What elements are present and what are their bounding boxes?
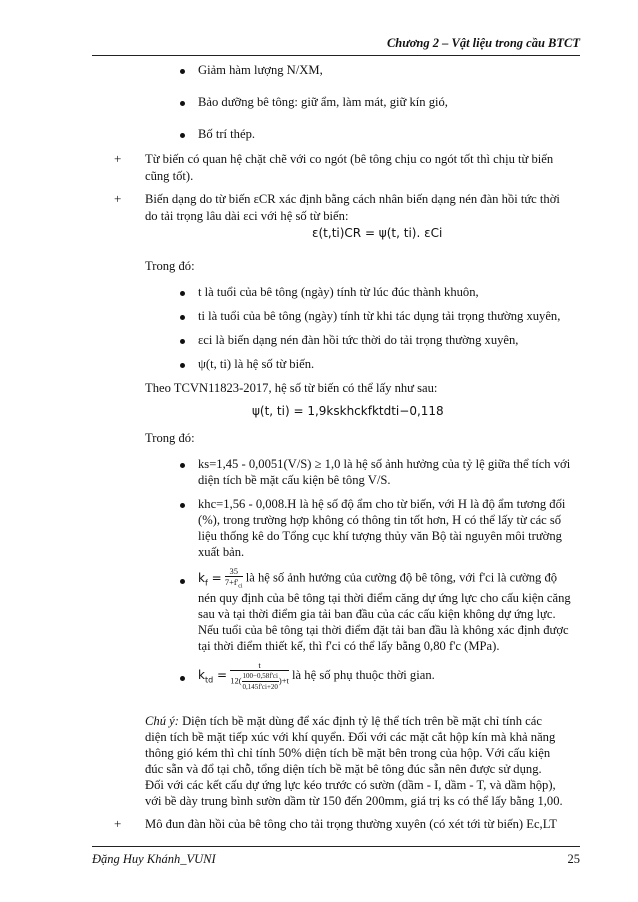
where-label: Trong đó: xyxy=(145,431,195,445)
bullet-dot xyxy=(180,315,185,320)
kf-fraction: $\frac{35}{7+f'_{ci}}$ xyxy=(224,566,243,590)
bullet-dot xyxy=(180,503,185,508)
ktd-fraction: t 12( $\frac{100-0,58f'ci}{0,145f'ci+20}$ )+t xyxy=(230,660,289,691)
where-label: Trong đó: xyxy=(145,259,195,273)
bullet-dot xyxy=(180,291,185,296)
definition-text: t là tuổi của bê tông (ngày) tính từ lúc đúc thành khuôn, xyxy=(198,285,479,299)
bullet-text: Bố trí thép. xyxy=(198,127,256,141)
plus-marker: + xyxy=(114,816,122,831)
creep-coefficient-equation: ψ(t, ti) = 1,9kskhckfktdti−0,118 xyxy=(252,404,444,418)
footer-author: Đặng Huy Khánh_VUNI xyxy=(92,852,216,866)
definition-text: là hệ số phụ thuộc thời gian. xyxy=(292,667,435,682)
definition-text: ti là tuổi của bê tông (ngày) tính từ khi tác dụng tải trọng thường xuyên, xyxy=(198,309,561,323)
note-line: thông gió kém thì chỉ tính 50% diện tích bề mặt bên trong của hộp. Với cấu kiện xyxy=(145,746,551,760)
definition-text: khc=1,56 - 0,008.H là hệ số độ ẩm cho từ biến, với H là độ ẩm tương đối xyxy=(198,497,566,511)
bullet-dot xyxy=(180,133,185,138)
note-line: Chú ý: Diện tích bề mặt dùng để xác định tỷ lệ thể tích trên bề mặt chỉ tính các xyxy=(145,714,542,728)
paragraph-line: do tải trọng lâu dài εci với hệ số từ biến: xyxy=(145,209,349,223)
bullet-dot xyxy=(180,101,185,106)
bullet-dot xyxy=(180,69,185,74)
note-line: đúc sẵn và đổ tại chỗ, tổng diện tích bề mặt bê tông đúc sẵn nên được sử dụng. xyxy=(145,762,542,776)
definition-text: εci là biến dạng nén đàn hồi tức thời do tải trọng thường xuyên, xyxy=(198,333,519,347)
bullet-text: Giảm hàm lượng N/XM, xyxy=(198,63,323,77)
definition-text: nén quy định của bê tông tại thời điểm căng dự ứng lực cho cấu kiện căng xyxy=(198,591,571,605)
paragraph-line: Từ biến có quan hệ chặt chẽ với co ngót (bê tông chịu co ngót tốt thì chịu từ biến xyxy=(145,152,554,166)
bullet-dot xyxy=(180,339,185,344)
paragraph-line: Theo TCVN11823-2017, hệ số từ biến có thể lấy như sau: xyxy=(145,381,438,395)
definition-text: diện tích bề mặt cấu kiện bê tông V/S. xyxy=(198,473,391,487)
bullet-dot xyxy=(180,676,185,681)
bullet-dot xyxy=(180,463,185,468)
definition-text: liệu thống kê do Tổng cục khí tượng thủy văn Bộ tài nguyên môi trường xyxy=(198,529,562,543)
definition-text: tại thời điểm thiết kế, thì f'ci có thể lấy bằng 0,80 f'c (MPa). xyxy=(198,639,500,653)
definition-text: ks=1,45 - 0,0051(V/S) ≥ 1,0 là hệ số ảnh hưởng của tỷ lệ giữa thể tích với xyxy=(198,457,571,471)
bullet-dot xyxy=(180,579,185,584)
paragraph-line: Biến dạng do từ biến εCR xác định bằng cách nhân biến dạng nén đàn hồi tức thời xyxy=(145,192,560,206)
kf-formula: $k_f$ = $\frac{35}{7+f'_{ci}}$ là hệ số ảnh hưởng của cường độ bê tông, với f'ci là cường độ xyxy=(198,566,558,590)
definition-text: ψ(t, ti) là hệ số từ biến. xyxy=(198,357,315,371)
creep-strain-equation: ε(t,ti)CR = ψ(t, ti). εCi xyxy=(312,226,443,240)
note-line: diện tích bề mặt tiếp xúc với khí quyển. Đối với các mặt cắt hộp kín mà khả năng xyxy=(145,730,556,744)
bullet-dot xyxy=(180,363,185,368)
page-number: 25 xyxy=(567,852,580,866)
ktd-formula: $k_{td}$ = t 12( $\frac{100-0,58f'ci}{0,145f'ci+20}$ )+t là hệ số phụ thuộc thời gian. xyxy=(198,660,435,691)
note-line: với bề dày trung bình sườn dầm từ 150 đến 200mm, giá trị ks có thể lấy bằng 1,00. xyxy=(145,794,563,808)
plus-marker: + xyxy=(114,191,122,206)
note-label: Chú ý: xyxy=(145,714,179,728)
note-line: Đối với các kết cấu dự ứng lực kéo trước có sườn (dầm - I, dầm - T, và dầm hộp), xyxy=(145,778,556,792)
definition-text: (%), trong trường hợp không có thông tin tốt hơn, H có thể lấy từ các số xyxy=(198,513,562,527)
bullet-text: Bảo dưỡng bê tông: giữ ẩm, làm mát, giữ kín gió, xyxy=(198,95,448,109)
paragraph-line: Mô đun đàn hồi của bê tông cho tải trọng thường xuyên (có xét tới từ biến) Ec,LT xyxy=(145,817,557,831)
header-title: Chương 2 – Vật liệu trong cầu BTCT xyxy=(386,36,580,50)
definition-text: Nếu tuổi của bê tông tại thời điểm đặt tải ban đầu là không xác định được xyxy=(198,623,569,637)
footer-rule xyxy=(92,846,580,847)
definition-text: xuất bản. xyxy=(198,545,245,559)
plus-marker: + xyxy=(114,151,122,166)
definition-text: sau và tại thời điểm gia tải ban đầu của các cấu kiện không dự ứng lực. xyxy=(198,607,556,621)
definition-text: là hệ số ảnh hưởng của cường độ bê tông, với f'ci là cường độ xyxy=(245,570,558,585)
paragraph-line: cũng tốt). xyxy=(145,169,194,183)
